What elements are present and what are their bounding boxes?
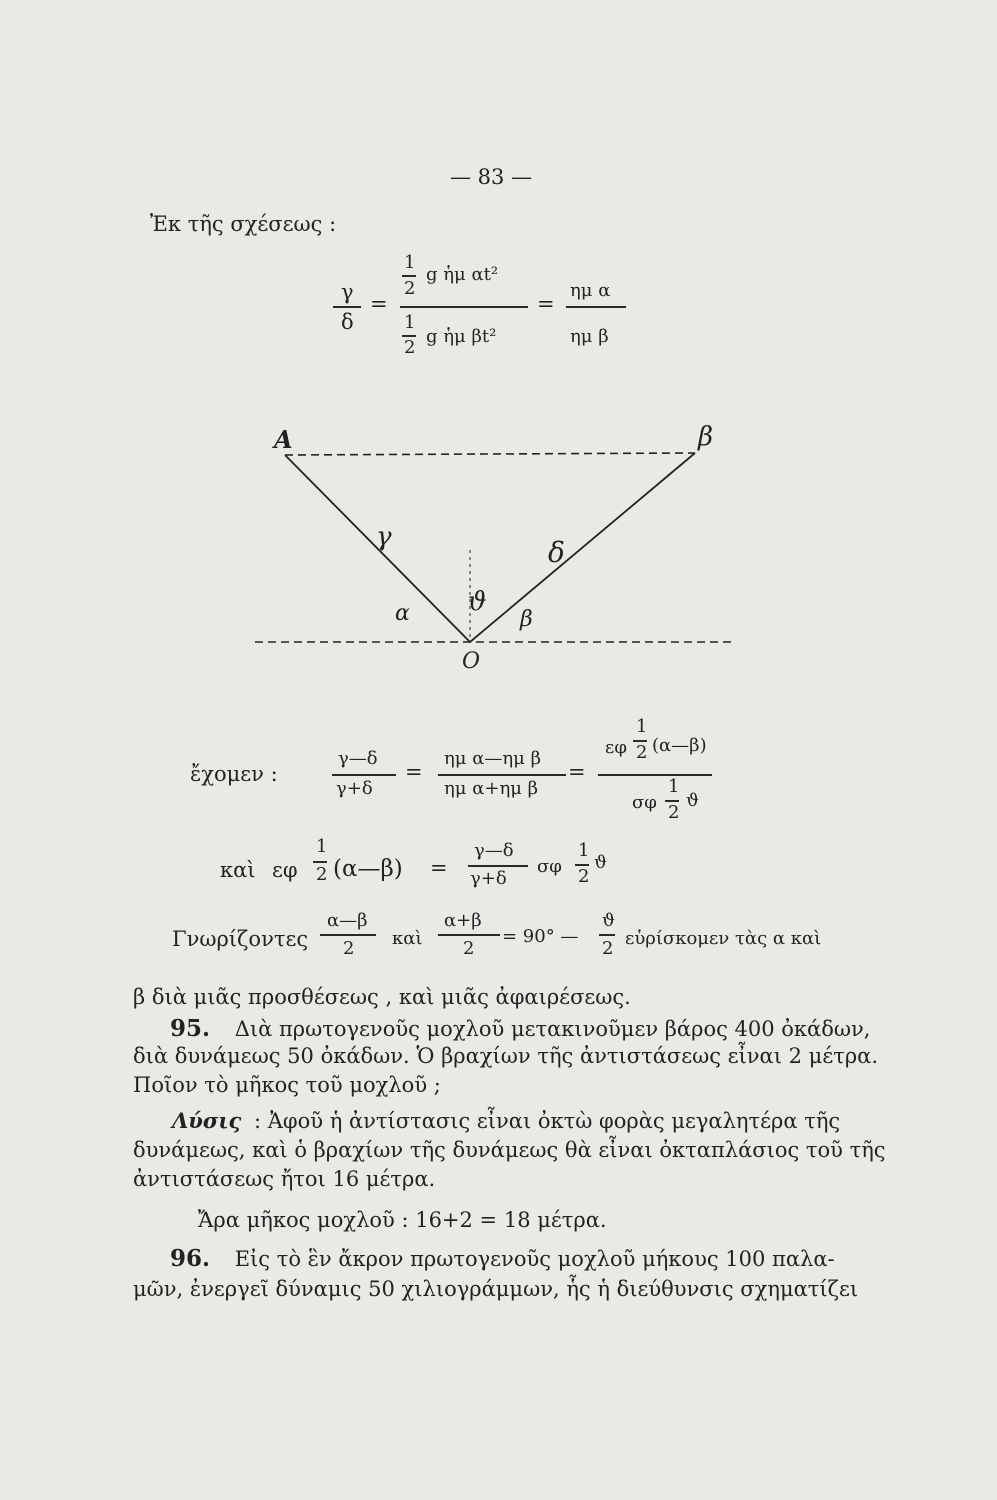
- p95-line-1-text: Διὰ πρωτογενοῦς μοχλοῦ μετακινοῦμεν βάρος 400 ὀκάδων,: [234, 1017, 871, 1041]
- f1-lhs-den: δ: [341, 310, 354, 334]
- f4-f3-bar: [599, 934, 615, 936]
- f1-mid-bar: [400, 306, 528, 308]
- f1-mid-den-frac-num: 1: [404, 312, 416, 333]
- f2-eq-1: =: [405, 760, 423, 784]
- f1-lhs-bar: [333, 306, 361, 308]
- f2-f3-bar: [598, 774, 712, 776]
- f2-f3-den-pre: σφ: [632, 792, 657, 813]
- f4-f1-den: 2: [343, 938, 355, 959]
- f3-sf-den: 2: [578, 866, 590, 887]
- f4-f1-num: α—β: [327, 910, 368, 931]
- label-B: β: [698, 422, 714, 452]
- f3-lead: καὶ: [220, 858, 256, 882]
- f2-lead: ἔχομεν :: [190, 762, 278, 786]
- f2-f2-num: ημ α—ημ β: [444, 748, 541, 769]
- page-number: — 83 —: [450, 165, 533, 189]
- lysis-line-1-text: : Ἀφοῦ ἡ ἀντίστασις εἶναι ὀκτὼ φορὰς μεγαλητέρα τῆς: [253, 1109, 841, 1133]
- f4-f3-den: 2: [602, 938, 614, 959]
- intro-text: Ἐκ τῆς σχέσεως :: [150, 212, 337, 236]
- f3-pre: εφ: [272, 858, 298, 882]
- f4-kai: καὶ: [392, 928, 423, 949]
- lysis-line-3: ἀντιστάσεως ἤτοι 16 μέτρα.: [133, 1167, 436, 1191]
- label-O: O: [462, 649, 481, 674]
- f2-eq-2: =: [568, 760, 586, 784]
- p96-line-1: [170, 1245, 835, 1272]
- f3-eq: =: [430, 856, 448, 880]
- label-A: A: [274, 425, 293, 454]
- text-line-1: β διὰ μιᾶς προσθέσεως , καὶ μιᾶς ἀφαιρέσεως.: [133, 985, 631, 1009]
- f2-f2-den: ημ α+ημ β: [444, 778, 539, 799]
- p96-line-2: μῶν, ἐνεργεῖ δύναμις 50 χιλιογράμμων, ἧς ἡ διεύθυνσις σχηματίζει: [133, 1277, 859, 1301]
- label-gamma: γ: [376, 522, 392, 552]
- p95-line-2: διὰ δυνάμεως 50 ὀκάδων. Ὁ βραχίων τῆς ἀντιστάσεως εἶναι 2 μέτρα.: [133, 1044, 879, 1068]
- f2-f3-num-post: (α—β): [652, 735, 707, 756]
- p95-line-3: Ποῖον τὸ μῆκος τοῦ μοχλοῦ ;: [133, 1073, 441, 1097]
- f2-f3-den-frac: 1: [668, 776, 680, 797]
- lysis-line-1: [172, 1108, 840, 1133]
- f2-f1-den: γ+δ: [336, 778, 373, 799]
- f1-mid-num-frac-den: 2: [404, 278, 416, 299]
- f3-theta: ϑ: [594, 852, 607, 873]
- f4-eq: = 90° —: [502, 926, 579, 947]
- p95-number: 95.: [170, 1015, 211, 1042]
- f2-f3-den-post: ϑ: [686, 790, 699, 811]
- f4-f2-bar: [438, 934, 500, 936]
- f3-paren: (α—β): [333, 856, 403, 882]
- f4-f3-num: ϑ: [602, 910, 615, 931]
- f3-frac-bar: [313, 861, 327, 863]
- f3-sf: σφ: [537, 856, 562, 877]
- f1-rhs-bar: [566, 306, 626, 308]
- ara-line: Ἄρα μῆκος μοχλοῦ : 16+2 = 18 μέτρα.: [198, 1208, 607, 1232]
- f1-eq-1: =: [370, 292, 388, 316]
- right-leg: [470, 453, 695, 642]
- label-theta: ϑ: [468, 587, 487, 617]
- p96-number: 96.: [170, 1245, 211, 1272]
- f1-mid-den-frac-den: 2: [404, 337, 416, 358]
- f3-frac-den: 2: [316, 864, 328, 885]
- lysis-line-2: δυνάμεως, καὶ ὁ βραχίων τῆς δυνάμεως θὰ εἶναι ὀκταπλάσιος τοῦ τῆς: [133, 1138, 886, 1162]
- top-dashed-line: [285, 453, 695, 455]
- f3-sf-num: 1: [578, 840, 590, 861]
- f4-lead: Γνωρίζοντες: [172, 927, 309, 951]
- f4-f1-bar: [320, 934, 376, 936]
- f4-f2-num: α+β: [444, 910, 482, 931]
- f3-rhs-den: γ+δ: [470, 868, 507, 889]
- f2-f3-num-frac: 1: [636, 716, 648, 737]
- f4-f2-den: 2: [463, 938, 475, 959]
- f2-f1-bar: [332, 774, 396, 776]
- lever-figure: [240, 410, 760, 680]
- f3-rhs-num: γ—δ: [474, 840, 514, 861]
- f3-rhs-bar: [468, 865, 528, 867]
- f2-f1-num: γ—δ: [338, 748, 378, 769]
- lysis-label: Λύσις: [172, 1108, 242, 1133]
- f1-eq-2: =: [537, 292, 555, 316]
- p96-line-1-text: Εἰς τὸ ἓν ἄκρον πρωτογενοῦς μοχλοῦ μήκους 100 παλα-: [234, 1247, 835, 1271]
- p95-line-1: [170, 1015, 870, 1042]
- f1-mid-num: g ἡμ αt²: [426, 264, 499, 285]
- f3-frac-num: 1: [316, 836, 328, 857]
- f4-tail: εὑρίσκομεν τὰς α καὶ: [625, 928, 822, 949]
- label-delta: δ: [548, 536, 565, 569]
- f2-f3-den-frac-den: 2: [668, 802, 680, 823]
- f1-rhs-den: ημ β: [570, 326, 609, 347]
- label-alpha: α: [395, 601, 410, 626]
- f1-mid-num-frac-num: 1: [404, 252, 416, 273]
- f2-f3-num-pre: εφ: [605, 737, 627, 758]
- f2-f3-num-frac-den: 2: [636, 742, 648, 763]
- f1-lhs-num: γ: [341, 280, 354, 304]
- f1-mid-num-frac-bar: [402, 275, 416, 277]
- f1-rhs-num: ημ α: [570, 280, 611, 301]
- label-beta: β: [520, 607, 533, 632]
- f2-f2-bar: [438, 774, 566, 776]
- f1-mid-den: g ἡμ βt²: [426, 326, 497, 347]
